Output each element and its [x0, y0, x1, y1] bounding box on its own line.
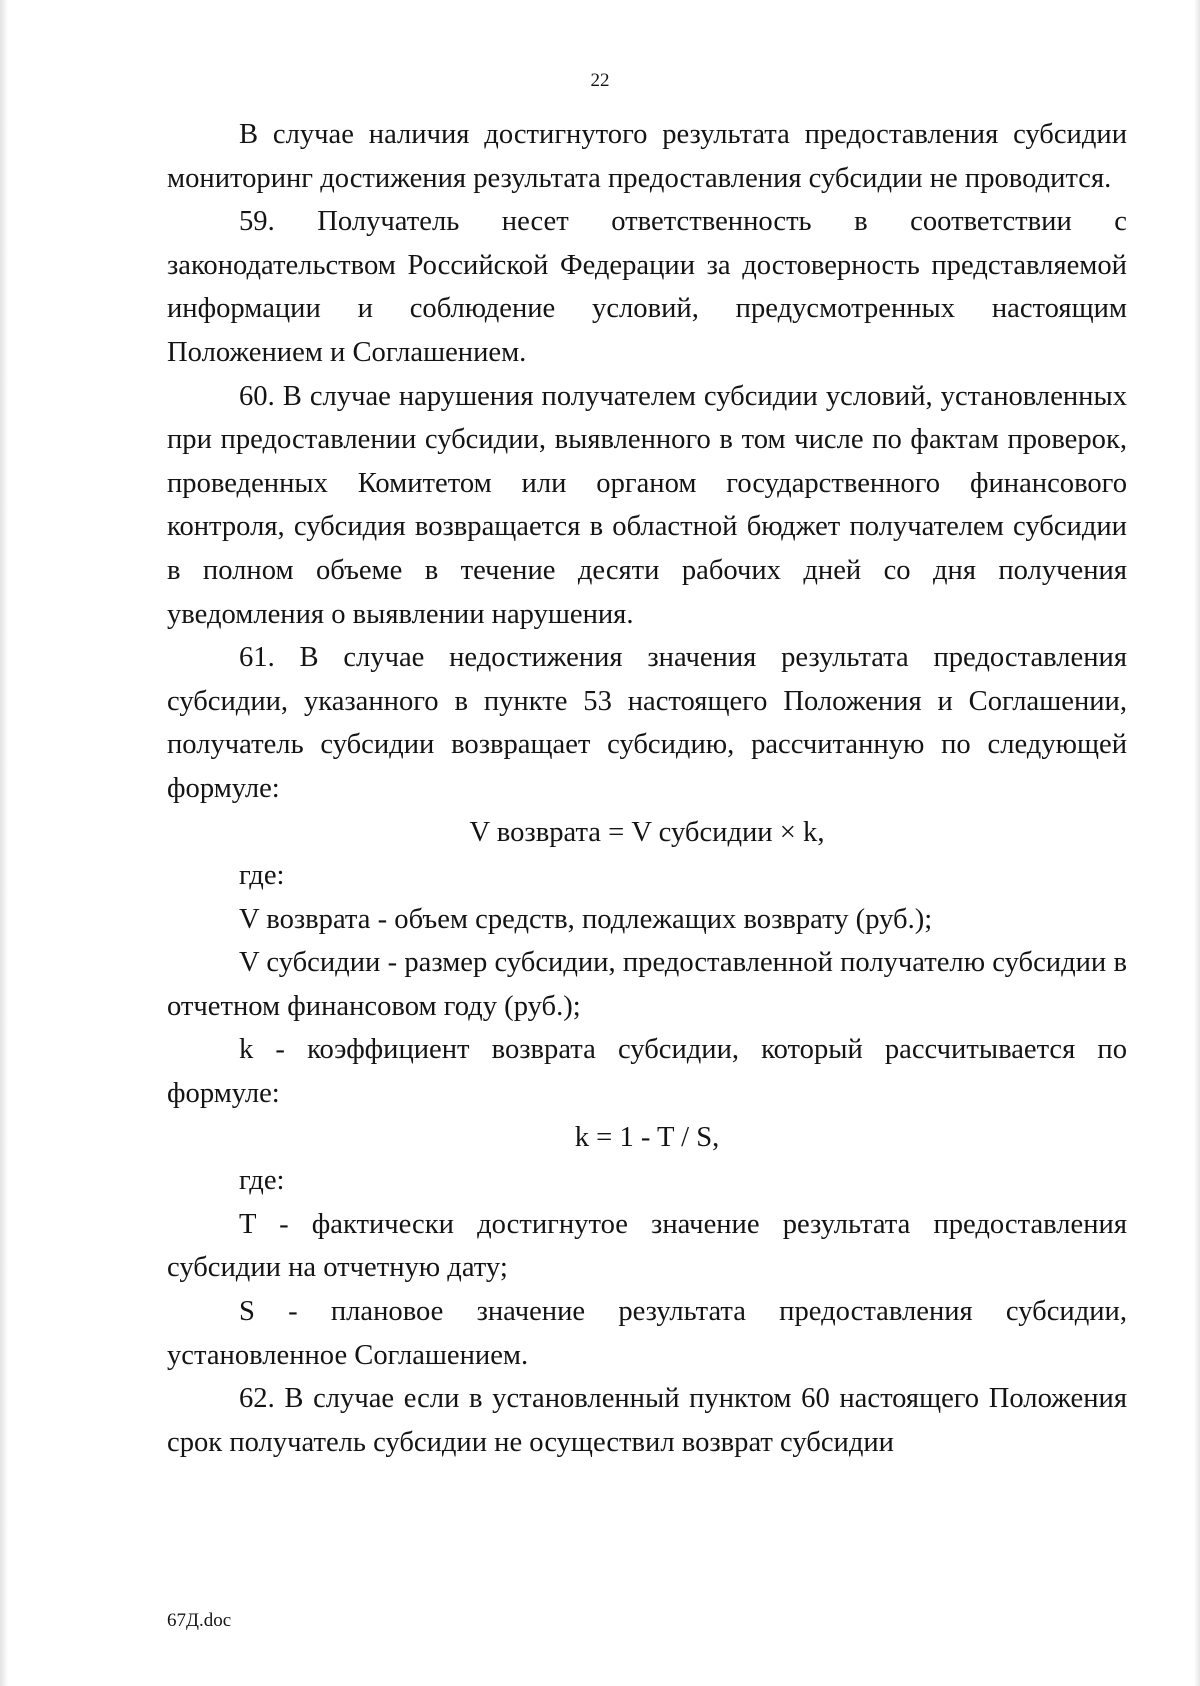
paragraph-60: 60. В случае нарушения получателем субсидии условий, установленных при предоставлении субсидии, выявленного в том числе по фактам проверок, проведенных Комитетом или органом государственного финансового контроля, субсидия возвращается в областной бюджет получателем субсидии в полном объеме в течение десяти рабочих дней со дня получения уведомления о выявлении нарушения.	[167, 380, 1127, 630]
formula-k: k = 1 - T / S,	[574, 1121, 720, 1153]
definition-v-return: V возврата - объем средств, подлежащих возврату (руб.);	[239, 903, 933, 935]
definition-v-subsidy: V субсидии - размер субсидии, предоставленной получателю субсидии в отчетном финансовом году (руб.);	[167, 947, 1127, 1022]
formula-return-amount: V возврата = V субсидии × k,	[469, 816, 825, 848]
scan-edge-left	[0, 0, 8, 1686]
paragraph-59: 59. Получатель несет ответственность в соответствии с законодательством Российской Федерации за достоверность представляемой информации и соблюдение условий, предусмотренных настоящим Положением и Соглашением.	[167, 206, 1127, 368]
paragraph-monitoring: В случае наличия достигнутого результата предоставления субсидии мониторинг достижения результата предоставления субсидии не проводится.	[167, 119, 1127, 194]
footer-file-name: 67Д.doc	[167, 1610, 232, 1631]
paragraph-62: 62. В случае если в установленный пунктом 60 настоящего Положения срок получатель субсидии не осуществил возврат субсидии	[167, 1383, 1127, 1458]
page-number: 22	[590, 70, 610, 91]
definition-t: T - фактически достигнутое значение результата предоставления субсидии на отчетную дату;	[167, 1208, 1127, 1284]
paragraph-61: 61. В случае недостижения значения результата предоставления субсидии, указанного в пункте 53 настоящего Положения и Соглашении, получатель субсидии возвращает субсидию, рассчитанную по следующей формуле:	[167, 642, 1127, 804]
where-label: где:	[239, 860, 285, 892]
scan-edge-right	[1194, 0, 1200, 1686]
document-body	[167, 113, 1127, 1464]
definition-k: k - коэффициент возврата субсидии, который рассчитывается по формуле:	[167, 1034, 1127, 1110]
where-label: где:	[239, 1165, 285, 1197]
definition-s: S - плановое значение результата предоставления субсидии, установленное Соглашением.	[167, 1296, 1127, 1371]
